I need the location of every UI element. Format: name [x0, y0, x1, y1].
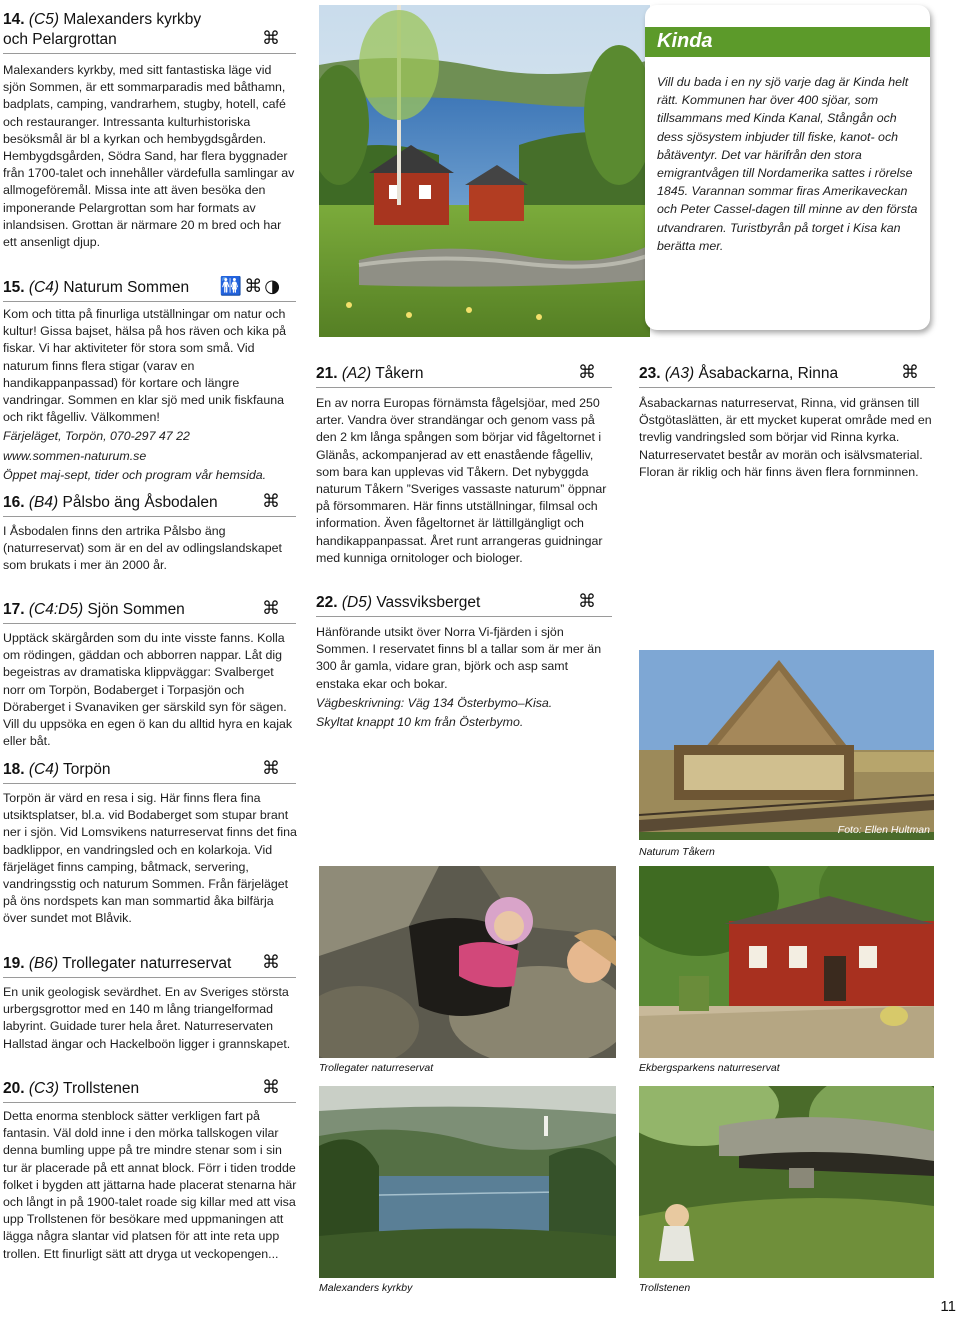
section-15-body: [3, 306, 295, 486]
section-number: 23.: [639, 365, 661, 382]
attraction-symbol-icon: ⌘: [262, 758, 282, 779]
section-title: Naturum Sommen: [63, 279, 190, 296]
naturum-takern-photo: [639, 650, 934, 840]
section-15-heading: [3, 278, 296, 302]
section-20-heading: [3, 1079, 296, 1103]
attraction-symbol-icon: ⌘: [262, 491, 282, 512]
section-16-heading: [3, 493, 296, 517]
photo-credit: Foto: Ellen Hultman: [837, 824, 930, 836]
attraction-symbol-icon: ⌘: [262, 28, 282, 49]
map-code: (C3): [28, 1080, 60, 1097]
section-title: Åsabackarna, Rinna: [698, 365, 839, 382]
map-code: (B4): [28, 494, 59, 511]
attraction-symbol-icon: ⌘: [578, 591, 598, 612]
caption-naturum-takern: Naturum Tåkern: [639, 846, 715, 858]
map-code: (C5): [28, 11, 60, 28]
section-14-body: [3, 62, 295, 253]
section-19-body: [3, 984, 298, 1055]
attraction-symbol-icon: ⌘: [262, 598, 282, 619]
kinda-info-box: [645, 5, 930, 330]
section-22-text: Hänförande utsikt över Norra Vi-fjärden i sjön Sommen. I reservatet finns bl a tallar som är mer än 300 år gamla, vidare gran, björk och asp samt enstaka ekar och bokar.: [316, 625, 602, 691]
map-code: (C4:D5): [28, 601, 84, 618]
section-15-address: Färjeläget, Torpön, 070-297 47 22: [3, 429, 190, 444]
section-14-text: Malexanders kyrkby, med sitt fantastiska läge vid sjön Sommen, är ett sommarparadis med båthamn, badplats, camping, vandrarhem, stugby, hotell, café och restauranger. Intressanta kulturhistoriska besöksmål är bl a kyrkan och hembygdsgården. Hembygdsgården, Södra Sand, har flera byggnader från 1700-talet och innehåller värdefulla samlingar av allmogeföremål. Missa inte att även besöka den imponerande Pelargrottan som har formats av inlandsisen. Grottan är närmare 20 m bred och har ett ansenligt djup.: [3, 63, 295, 250]
caption-trollstenen: Trollstenen: [639, 1282, 691, 1294]
attraction-symbol-icon: ⌘: [262, 952, 282, 973]
section-22-body: [316, 624, 606, 733]
section-23-heading: [639, 364, 935, 388]
section-16-text: I Åsbodalen finns den artrika Pålsbo äng (naturreservat) som är en del av odlingslandskapet som brukats i mer än 2000 år.: [3, 524, 282, 573]
trollstenen-photo: [639, 1086, 934, 1278]
section-number: 19.: [3, 955, 25, 972]
boulder-photo-illustration: [639, 1086, 934, 1278]
section-16-body: [3, 523, 295, 577]
section-number: 17.: [3, 601, 25, 618]
section-17-body: [3, 630, 295, 752]
section-18-heading: [3, 760, 296, 784]
section-title: Tåkern: [375, 365, 424, 382]
map-code: (D5): [341, 594, 373, 611]
kinda-title-band: [645, 27, 930, 57]
section-title: Trollegater naturreservat: [62, 955, 232, 972]
landscape-photo-illustration: [319, 5, 650, 337]
facility-icons: 🚻⌘◑: [219, 276, 282, 297]
section-number: 21.: [316, 365, 338, 382]
section-17-heading: [3, 600, 296, 624]
red-house-photo-illustration: [639, 866, 934, 1058]
section-number: 20.: [3, 1080, 25, 1097]
ekbergsparken-photo: [639, 866, 934, 1058]
section-19-heading: [3, 954, 296, 978]
section-18-text: Torpön är värd en resa i sig. Här finns flera fina utsiktsplatser, bl.a. vid Bodaberget som stupar brant ner i sjön. Vid Lomsvikens naturreservat finns det fina badklippor, en vandringsled och en kolarkoja. Vid färjeläget finns camping, båtmack, servering, vandringsstig och naturum Sommen. Från färjeläget på öns nordspets kan man sommartid åka bilfärja över sundet mot Blåvik.: [3, 791, 297, 926]
section-18-body: [3, 790, 298, 930]
takern-photo-illustration: [639, 650, 934, 840]
section-15-hours: Öppet maj-sept, tider och program vår hemsida.: [3, 467, 267, 482]
section-number: 14.: [3, 11, 25, 28]
section-22-directions: Vägbeskrivning: Väg 134 Österbymo–Kisa.: [316, 695, 553, 710]
section-title: Pålsbo äng Åsbodalen: [62, 494, 218, 511]
section-14-heading: [3, 10, 296, 54]
section-title-line2: och Pelargrottan: [3, 31, 117, 48]
kinda-title: Kinda: [657, 30, 713, 52]
section-title: Sjön Sommen: [87, 601, 185, 618]
section-17-text: Upptäck skärgården som du inte visste fanns. Kolla om rödingen, gäddan och abborren nappar. Låt dig begeistras av dramatiska klippväggar: Svalberget norr om Torpön, Bodaberget i Torpasjön och Döraberget i Svanaviken ger särskild syn för sägen. Vill du uppsöka en egen ö kan du alltid hyra en kajak eller båt.: [3, 631, 293, 749]
section-number: 16.: [3, 494, 25, 511]
kinda-text: Vill du bada i en ny sjö varje dag är Kinda helt rätt. Kommunen har över 400 sjöar, som tillsammans med Kinda Kanal, Stångån och dess sjösystem inbjuder till fiske, kanot- och båtäventyr. Det var härifrån den stora emigrantvågen till Nordamerika sattes i rörelse 1845. Varannan sommar firas Amerikaveckan och Peter Cassel-dagen till minne av den första utvandraren. Turistbyrån på torget i Kisa kan berätta mer.: [657, 75, 918, 253]
map-code: (C4): [28, 279, 60, 296]
section-19-text: En unik geologisk sevärdhet. En av Sveriges största urbergsgrottor med en 140 m lång triangelformad labyrint. Guidade turer hela året. Naturreservaten Hallstad ängar och Hackelboön ligger i grannskapet.: [3, 985, 291, 1051]
caption-ekbergsparken: Ekbergsparkens naturreservat: [639, 1062, 780, 1074]
lake-view-photo-illustration: [319, 1086, 616, 1278]
section-number: 18.: [3, 761, 25, 778]
section-number: 22.: [316, 594, 338, 611]
section-23-body: [639, 395, 934, 483]
map-code: (B6): [28, 955, 59, 972]
section-title: Trollstenen: [63, 1080, 140, 1097]
section-23-text: Åsabackarnas naturreservat, Rinna, vid gränsen till Östgötaslätten, är ett mycket kuperat område med en trevlig vandringsled som börjar vid Rinna kyrka. Naturreservatet består av morän och isälvsmaterial. Floran är riklig och här finns även flera fornminnen.: [639, 396, 932, 479]
malexanders-kyrkby-photo: [319, 1086, 616, 1278]
page-number: 11: [940, 1298, 956, 1315]
section-15-text: Kom och titta på finurliga utställningar om natur och kultur! Gissa bajset, hälsa på hos räven och kika på fiskar. Vi har aktiviteter för stora som små. Vid naturum finns flera stigar (varav en handikappanpassad) för kortare och längre vandringar. Sommen en klar sjö med unik fiskfauna och rikt fågelliv. Välkommen!: [3, 307, 287, 425]
cave-photo-illustration: [319, 866, 616, 1058]
attraction-symbol-icon: ⌘: [578, 362, 598, 383]
section-20-text: Detta enorma stenblock sätter verkligen fart på fantasin. Väl dold inne i den mörka tallskogen vilar denna bumling uppe på tre mindre stenar som i sin tur är placerade på ett annat block. Förr i tiden trodde folket i bygden att jättarna hade placerat stenarna här och långt in på 1900-talet roade sig killar med att visa upp Trollstenen för besökare med uppmaningen att lägga några slantar vid platsen för att inte reta upp trollen. Ett finurligt sätt att dryga ut veckopengen...: [3, 1109, 297, 1261]
section-title: Malexanders kyrkby: [63, 11, 202, 28]
map-code: (C4): [28, 761, 60, 778]
malexander-lake-photo: [319, 5, 650, 337]
section-number: 15.: [3, 279, 25, 296]
map-code: (A2): [341, 365, 372, 382]
trollegater-photo: [319, 866, 616, 1058]
section-15-website: www.sommen-naturum.se: [3, 448, 147, 463]
map-code: (A3): [664, 365, 695, 382]
caption-malexanders-kyrkby: Malexanders kyrkby: [319, 1282, 413, 1294]
caption-trollegater: Trollegater naturreservat: [319, 1062, 434, 1074]
attraction-symbol-icon: ⌘: [901, 362, 921, 383]
section-20-body: [3, 1108, 298, 1265]
section-title: Torpön: [63, 761, 111, 778]
section-21-text: En av norra Europas förnämsta fågelsjöar, med 250 arter. Vandra över strandängar och genom vass på den 2 km långa spången som börjar vid fågeltornet i Glänås, ackompanjerad av ett enastående fågelliv, som bara kan upplevas vid Tåkern. Det nybyggda naturum Tåkern ”Sveriges vassaste naturum” öppnar på försommaren. Här finns utställningar, filmsal och information. Även fågeltornet är lättillgängligt och handikappanpassat. Året runt arrangeras guidningar med kunniga ornitologer och biologer.: [316, 396, 607, 565]
section-21-heading: [316, 364, 612, 388]
section-22-heading: [316, 593, 612, 617]
attraction-symbol-icon: ⌘: [262, 1077, 282, 1098]
section-title: Vassviksberget: [376, 594, 481, 611]
section-21-body: [316, 395, 612, 569]
section-22-signage: Skyltat knappt 10 km från Österbymo.: [316, 715, 524, 730]
